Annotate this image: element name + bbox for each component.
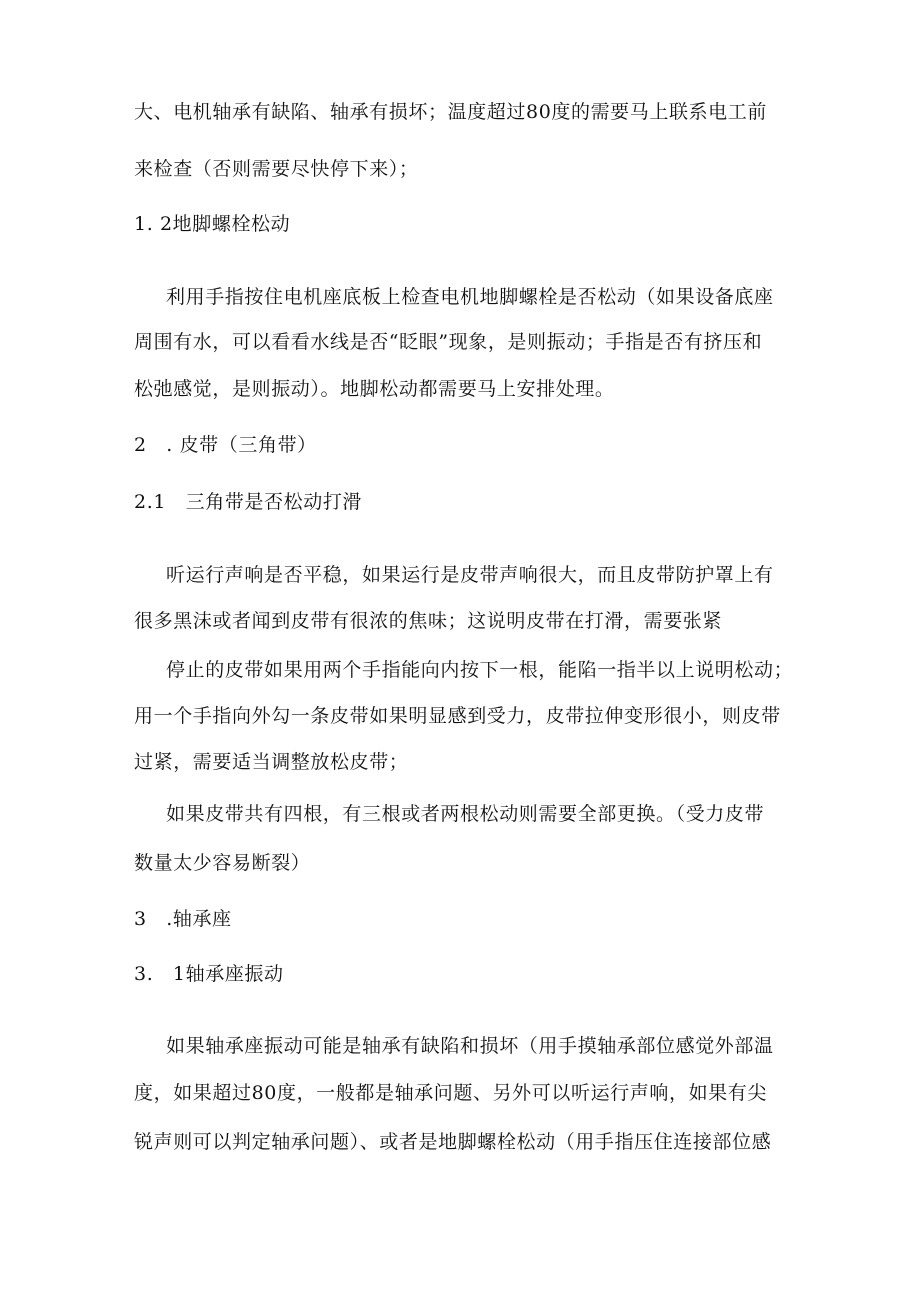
section-heading: 3. 1轴承座振动 xyxy=(134,963,284,985)
paragraph-line: 周围有水，可以看看水线是否“眨眼”现象，是则振动；手指是否有挤压和 xyxy=(134,331,763,353)
section-heading: 2.1 三角带是否松动打滑 xyxy=(134,491,363,513)
paragraph-line: 度，如果超过80度，一般都是轴承问题、另外可以听运行声响，如果有尖 xyxy=(134,1082,767,1104)
paragraph-line: 用一个手指向外勾一条皮带如果明显感到受力，皮带拉伸变形很小，则皮带 xyxy=(134,705,781,727)
paragraph-line: 大、电机轴承有缺陷、轴承有损坏；温度超过80度的需要马上联系电工前 xyxy=(134,101,767,123)
paragraph-line: 来检查（否则需要尽快停下来）； xyxy=(134,158,419,180)
paragraph-line: 锐声则可以判定轴承问题）、或者是地脚螺栓松动（用手指压住连接部位感 xyxy=(134,1131,772,1153)
section-heading: 3 .轴承座 xyxy=(134,908,232,930)
paragraph-line: 松弛感觉，是则振动）。地脚松动都需要马上安排处理。 xyxy=(134,378,615,400)
paragraph-line: 数量太少容易断裂） xyxy=(134,852,311,874)
paragraph-line: 听运行声响是否平稳，如果运行是皮带声响很大，而且皮带防护罩上有 xyxy=(166,564,774,586)
section-heading: 2 . 皮带（三角带） xyxy=(134,434,317,456)
paragraph-line: 很多黑沫或者闻到皮带有很浓的焦味；这说明皮带在打滑，需要张紧 xyxy=(134,610,723,632)
paragraph-line: 利用手指按住电机座底板上检查电机地脚螺栓是否松动（如果设备底座 xyxy=(166,286,774,308)
paragraph-line: 如果轴承座振动可能是轴承有缺陷和损坏（用手摸轴承部位感觉外部温 xyxy=(166,1035,774,1057)
paragraph-line: 如果皮带共有四根，有三根或者两根松动则需要全部更换。（受力皮带 xyxy=(166,803,765,825)
paragraph-line: 过紧，需要适当调整放松皮带； xyxy=(134,751,409,773)
paragraph-line: 停止的皮带如果用两个手指能向内按下一根，能陷一指半以上说明松动； xyxy=(166,659,794,681)
section-heading: 1. 2地脚螺栓松动 xyxy=(134,213,291,235)
